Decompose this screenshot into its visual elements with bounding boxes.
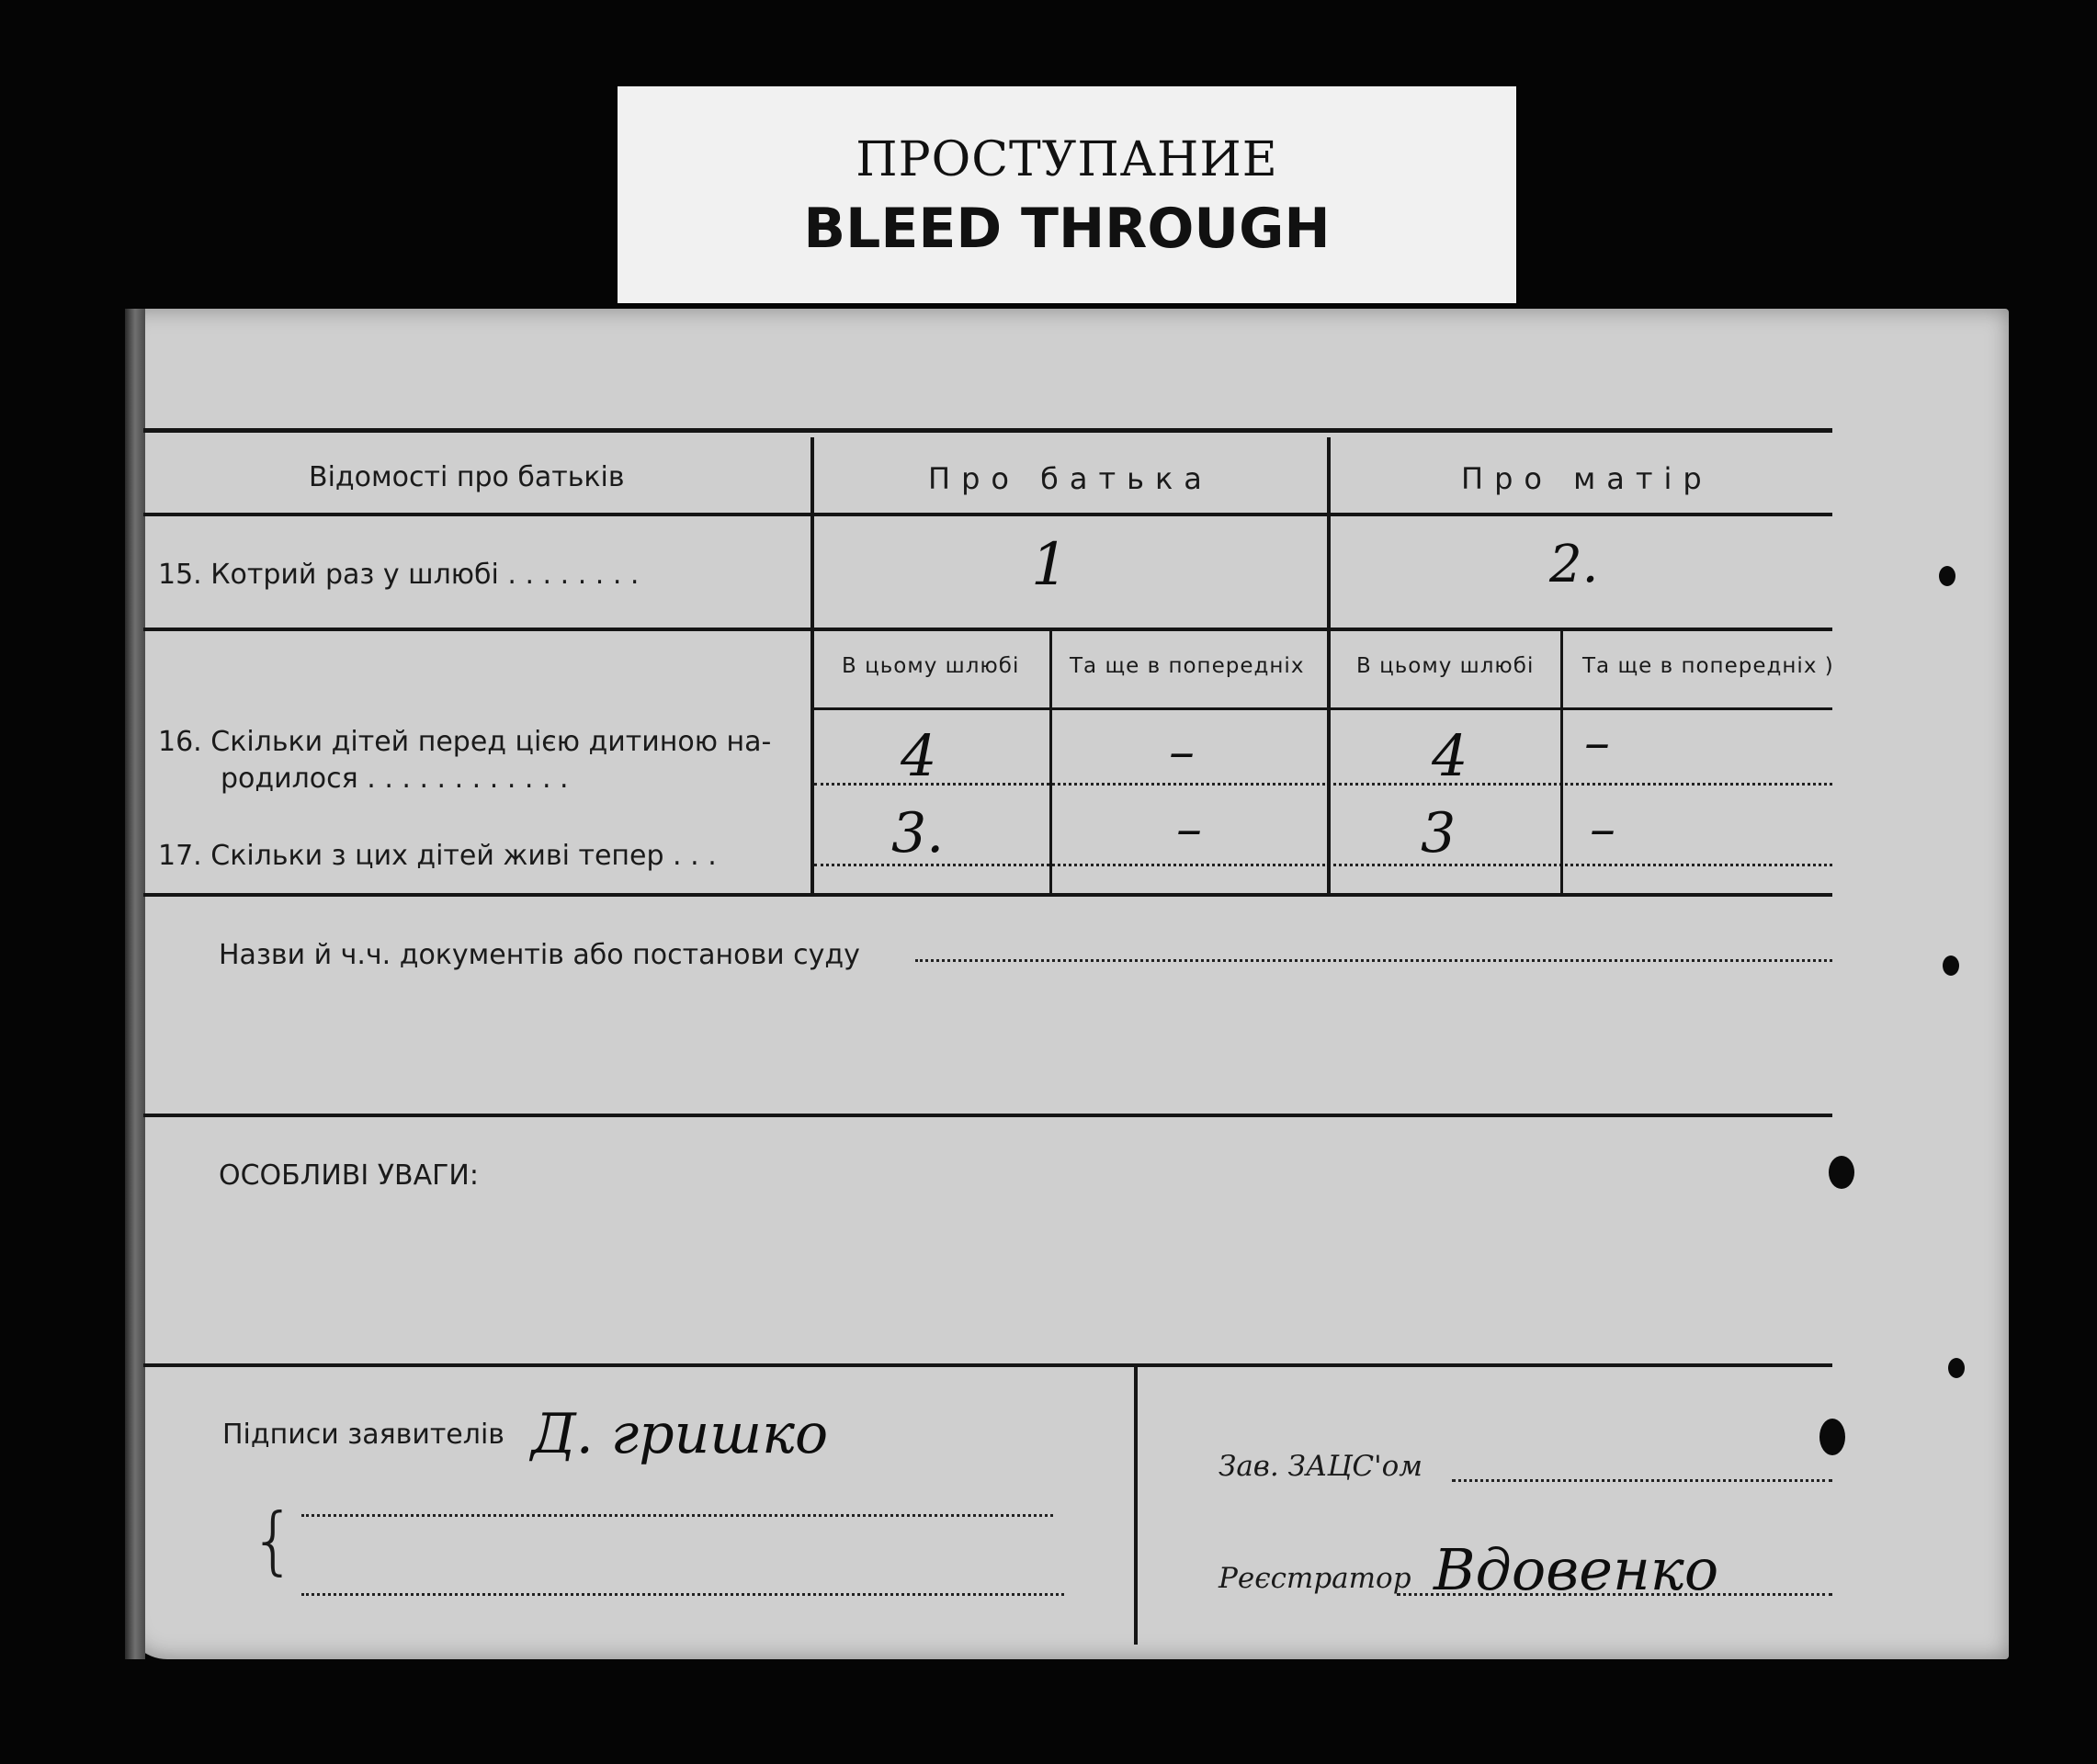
handwritten-father-born-this: 4 (901, 722, 937, 789)
header-mother: Про матір (1461, 461, 1713, 496)
sheet-binding-edge (125, 309, 145, 1659)
handwritten-mother-alive-this: 3 (1421, 801, 1457, 865)
question-16-line1: 16. Скільки дітей перед цією дитиною на- (158, 726, 772, 758)
remarks-label: ОСОБЛИВІ УВАГИ: (219, 1159, 479, 1192)
row16-dotted-rule (814, 783, 1832, 786)
punch-hole (1943, 956, 1959, 976)
row17-dotted-rule (814, 864, 1832, 866)
subheader-rule (814, 707, 1832, 710)
signature-divider (1134, 1367, 1138, 1645)
col-divider-parents (810, 437, 814, 893)
registrar-line (1397, 1593, 1832, 1596)
question-16-line2: родилося . . . . . . . . . . . . (221, 763, 569, 795)
label-title-english: BLEED THROUGH (803, 197, 1331, 261)
table-header-rule (143, 513, 1832, 516)
col-divider-father-sub (1049, 630, 1052, 893)
handwritten-father-alive-this: 3. (891, 801, 945, 865)
handwritten-applicant-signature: Д. гришко (531, 1402, 829, 1466)
header-father: Про батька (928, 461, 1213, 496)
applicant-line-1 (301, 1514, 1053, 1517)
header-parents-info: Відомості про батьків (309, 461, 625, 493)
documents-label: Назви й ч.ч. документів або постанови суду (219, 939, 860, 971)
subheader-mother-previous: Та ще в попередніх ) (1582, 654, 1834, 678)
handwritten-father-alive-prev: – (1176, 799, 1202, 859)
head-registry-label: Зав. ЗАЦС'ом (1219, 1450, 1423, 1483)
table-bottom-rule (143, 893, 1832, 897)
bleed-through-label-card (618, 86, 1516, 303)
form-sheet (125, 309, 2009, 1659)
handwritten-father-marriage: 1 (1031, 531, 1069, 599)
punch-hole (1829, 1156, 1854, 1189)
col-divider-mother-sub (1560, 630, 1563, 893)
punch-hole (1819, 1419, 1845, 1455)
documents-fill-line (915, 959, 1832, 962)
handwritten-mother-alive-prev: – (1590, 799, 1615, 859)
applicants-signature-label: Підписи заявителів (222, 1419, 504, 1451)
subheader-mother-this-marriage: В цьому шлюбі (1356, 654, 1535, 678)
handwritten-mother-born-this: 4 (1432, 722, 1468, 789)
handwritten-registrar-signature: Вдовенко (1434, 1536, 1719, 1603)
documents-bottom-rule (143, 1114, 1832, 1117)
handwritten-mother-marriage: 2. (1549, 535, 1599, 594)
punch-hole (1939, 566, 1955, 586)
question-15: 15. Котрий раз у шлюбі . . . . . . . . (158, 559, 640, 591)
remarks-bottom-rule (143, 1363, 1832, 1367)
punch-hole (1948, 1358, 1965, 1378)
subheader-father-previous: Та ще в попередніх (1070, 654, 1305, 678)
question-17: 17. Скільки з цих дітей живі тепер . . . (158, 840, 717, 872)
label-title-russian: ПРОСТУПАНИЕ (856, 132, 1278, 187)
subheader-father-this-marriage: В цьому шлюбі (842, 654, 1020, 678)
applicant-line-2 (301, 1593, 1064, 1596)
applicants-brace: { (250, 1498, 297, 1583)
handwritten-mother-born-prev: – (1584, 713, 1610, 773)
registrar-label: Реєстратор (1219, 1562, 1411, 1595)
table-top-rule (143, 428, 1832, 433)
row15-bottom-rule (143, 628, 1832, 631)
handwritten-father-born-prev: – (1169, 722, 1195, 782)
head-registry-line (1452, 1479, 1832, 1482)
col-divider-father-mother (1327, 437, 1331, 893)
